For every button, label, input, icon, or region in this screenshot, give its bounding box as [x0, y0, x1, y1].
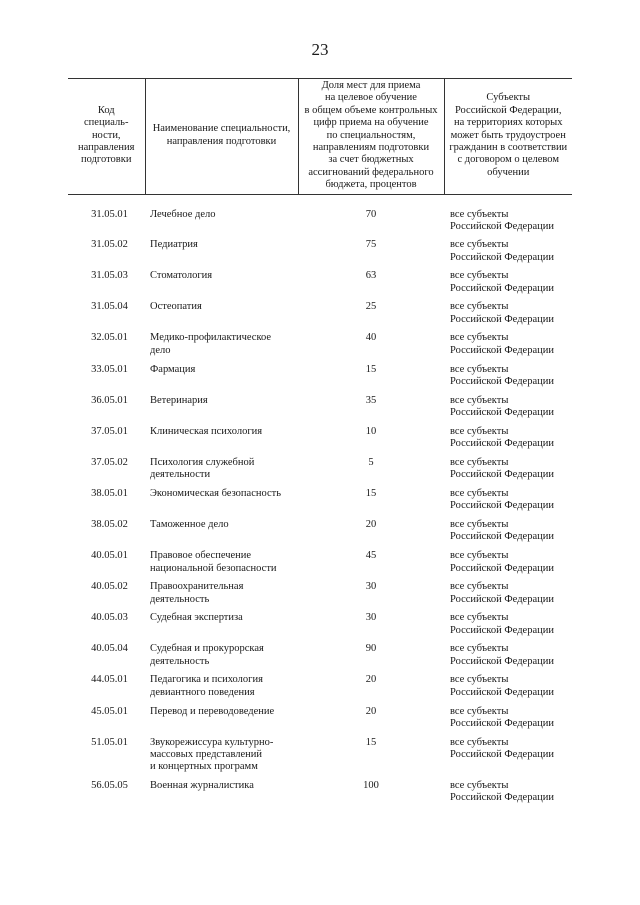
subjects-line: все субъекты: [450, 394, 509, 406]
quota-share-value: 5: [368, 456, 374, 468]
header-line: ассигнований федерального: [308, 166, 434, 178]
specialty-code-cell: [68, 270, 145, 301]
subjects-line: Российской Федерации: [450, 469, 554, 481]
header-line: ности,: [91, 129, 121, 141]
specialty-code-cell: [68, 550, 145, 581]
header-line: в общем объеме контрольных: [304, 104, 438, 116]
table-body: [68, 194, 572, 811]
quota-share-cell: [298, 301, 444, 332]
subjects-line: все субъекты: [450, 239, 509, 251]
table-row: [68, 301, 572, 332]
subjects-line: Российской Федерации: [450, 438, 554, 450]
specialty-code-cell: [68, 643, 145, 674]
specialty-code-cell: [68, 519, 145, 550]
quota-share-cell: [298, 364, 444, 395]
quota-share-value: 15: [365, 363, 377, 375]
subjects-line: все субъекты: [450, 270, 509, 282]
specialty-code-cell: [68, 674, 145, 705]
quota-share-value: 35: [365, 394, 377, 406]
subjects-line: Российской Федерации: [450, 375, 554, 387]
quota-share-cell: [298, 488, 444, 519]
quota-share-value: 100: [363, 779, 379, 791]
quota-share-cell: [298, 239, 444, 270]
table-row: [68, 612, 572, 643]
table-row: [68, 239, 572, 270]
table-row: [68, 780, 572, 811]
header-line: Субъекты: [486, 92, 531, 104]
table-row: [68, 581, 572, 612]
header-line: за счет бюджетных: [328, 154, 414, 166]
specialty-code: 45.05.01: [91, 705, 128, 717]
subjects-line: Российской Федерации: [450, 686, 554, 698]
specialty-name-cell: [145, 194, 298, 239]
specialty-name-cell: [145, 519, 298, 550]
header-line: направления: [78, 142, 135, 154]
header-line: по специальностям,: [326, 129, 416, 141]
specialty-code-cell: [68, 581, 145, 612]
quota-share-value: 20: [365, 705, 377, 717]
specialty-name-line: Педагогика и психология: [150, 674, 263, 686]
quota-share-cell: [298, 674, 444, 705]
specialty-name-cell: [145, 706, 298, 737]
quota-share-value: 75: [365, 239, 377, 251]
subjects-line: все субъекты: [450, 643, 509, 655]
subjects-line: все субъекты: [450, 487, 509, 499]
quota-share-value: 40: [365, 332, 377, 344]
subjects-line: все субъекты: [450, 456, 509, 468]
specialty-code: 51.05.01: [91, 736, 128, 748]
specialty-name-line: деятельность: [150, 593, 210, 605]
specialty-name-cell: [145, 426, 298, 457]
specialty-code: 31.05.02: [91, 239, 128, 251]
specialty-code: 40.05.01: [91, 550, 128, 562]
subjects-line: Российской Федерации: [450, 655, 554, 667]
header-share: [298, 79, 444, 195]
specialty-code-cell: [68, 457, 145, 488]
table-row: [68, 270, 572, 301]
subjects-cell: [444, 612, 572, 643]
quota-share-cell: [298, 395, 444, 426]
quota-share-value: 15: [365, 487, 377, 499]
quota-table: [68, 78, 572, 811]
header-line: направлениям подготовки: [312, 142, 430, 154]
specialty-name-cell: [145, 674, 298, 705]
specialty-code-cell: [68, 780, 145, 811]
quota-share-cell: [298, 643, 444, 674]
specialty-name-line: Психология служебной: [150, 456, 255, 468]
quota-table-container: [68, 78, 572, 811]
table-row: [68, 519, 572, 550]
quota-share-value: 45: [365, 550, 377, 562]
quota-share-cell: [298, 550, 444, 581]
table-row: [68, 194, 572, 239]
header-line: цифр приема на обучение: [313, 117, 429, 129]
subjects-line: Российской Федерации: [450, 221, 554, 233]
subjects-line: все субъекты: [450, 332, 509, 344]
specialty-name-line: Экономическая безопасность: [150, 487, 282, 499]
specialty-name-cell: [145, 780, 298, 811]
specialty-code: 56.05.05: [91, 779, 128, 791]
page-number: 23: [311, 40, 329, 59]
specialty-name-line: и концертных программ: [150, 761, 258, 773]
header-line: направления подготовки: [166, 135, 277, 147]
subjects-line: все субъекты: [450, 612, 509, 624]
header-line: гражданин в соответствии: [449, 142, 568, 154]
subjects-cell: [444, 674, 572, 705]
specialty-code-cell: [68, 239, 145, 270]
quota-share-value: 30: [365, 581, 377, 593]
subjects-cell: [444, 581, 572, 612]
specialty-name-cell: [145, 581, 298, 612]
quota-share-cell: [298, 706, 444, 737]
quota-share-value: 10: [365, 425, 377, 437]
specialty-name-cell: [145, 612, 298, 643]
subjects-line: Российской Федерации: [450, 282, 554, 294]
header-line: подготовки: [81, 154, 132, 166]
subjects-cell: [444, 426, 572, 457]
header-line: специаль-: [84, 117, 129, 129]
subjects-line: Российской Федерации: [450, 313, 554, 325]
table-row: [68, 364, 572, 395]
quota-share-value: 70: [365, 208, 377, 220]
quota-share-value: 20: [365, 674, 377, 686]
table-row: [68, 488, 572, 519]
specialty-code: 38.05.02: [91, 519, 128, 530]
specialty-name-line: Педиатрия: [150, 239, 198, 251]
subjects-line: Российской Федерации: [450, 500, 554, 512]
specialty-name-cell: [145, 457, 298, 488]
header-name: [145, 79, 298, 195]
specialty-name-cell: [145, 737, 298, 780]
subjects-cell: [444, 332, 572, 363]
header-line: Наименование специальности,: [152, 123, 291, 135]
specialty-name-line: Фармация: [150, 363, 196, 375]
specialty-name-line: Судебная и прокурорская: [150, 643, 264, 655]
table-row: [68, 332, 572, 363]
specialty-name-line: девиантного поведения: [150, 686, 255, 698]
quota-share-value: 25: [365, 301, 377, 313]
subjects-cell: [444, 550, 572, 581]
quota-share-cell: [298, 332, 444, 363]
quota-share-cell: [298, 270, 444, 301]
specialty-code: 38.05.01: [91, 487, 128, 499]
subjects-cell: [444, 780, 572, 811]
specialty-code-cell: [68, 364, 145, 395]
subjects-line: Российской Федерации: [450, 562, 554, 574]
subjects-cell: [444, 301, 572, 332]
specialty-code: 40.05.03: [91, 612, 128, 624]
specialty-name-line: Правоохранительная: [150, 581, 244, 593]
header-line: Российской Федерации,: [454, 104, 562, 116]
header-line: Доля мест для приема: [321, 80, 421, 91]
subjects-cell: [444, 364, 572, 395]
specialty-code-cell: [68, 426, 145, 457]
specialty-code: 36.05.01: [91, 394, 128, 406]
header-line: может быть трудоустроен: [450, 129, 566, 141]
header-line: на целевое обучение: [325, 92, 417, 104]
header-line: обучении: [487, 166, 530, 178]
header-row: [68, 79, 572, 195]
specialty-name-line: Военная журналистика: [150, 779, 254, 791]
specialty-name-cell: [145, 270, 298, 301]
subjects-cell: [444, 194, 572, 239]
quota-share-value: 20: [365, 519, 377, 530]
quota-share-cell: [298, 737, 444, 780]
quota-share-cell: [298, 581, 444, 612]
specialty-name-line: национальной безопасности: [150, 562, 277, 574]
table-row: [68, 395, 572, 426]
subjects-cell: [444, 239, 572, 270]
specialty-name-line: Медико-профилактическое: [150, 332, 272, 344]
specialty-code: 44.05.01: [91, 674, 128, 686]
subjects-line: Российской Федерации: [450, 792, 554, 804]
quota-share-cell: [298, 457, 444, 488]
specialty-code-cell: [68, 737, 145, 780]
specialty-code-cell: [68, 395, 145, 426]
table-row: [68, 706, 572, 737]
subjects-line: все субъекты: [450, 425, 509, 437]
specialty-name-line: дело: [150, 344, 171, 356]
subjects-line: все субъекты: [450, 301, 509, 313]
subjects-cell: [444, 395, 572, 426]
specialty-code: 31.05.01: [91, 208, 128, 220]
subjects-line: все субъекты: [450, 581, 509, 593]
subjects-line: Российской Федерации: [450, 407, 554, 419]
subjects-cell: [444, 706, 572, 737]
header-subjects: [444, 79, 572, 195]
specialty-name-cell: [145, 364, 298, 395]
subjects-cell: [444, 519, 572, 550]
specialty-code: 32.05.01: [91, 332, 128, 344]
subjects-line: Российской Федерации: [450, 749, 554, 761]
subjects-line: Российской Федерации: [450, 251, 554, 263]
header-code: [68, 79, 145, 195]
table-row: [68, 426, 572, 457]
subjects-line: Российской Федерации: [450, 593, 554, 605]
table-row: [68, 457, 572, 488]
subjects-line: Российской Федерации: [450, 344, 554, 356]
specialty-code-cell: [68, 332, 145, 363]
specialty-name-cell: [145, 301, 298, 332]
header-line: с договором о целевом: [457, 154, 559, 166]
quota-share-value: 63: [365, 270, 377, 282]
quota-share-value: 15: [365, 736, 377, 748]
subjects-line: все субъекты: [450, 519, 509, 530]
header-line: бюджета, процентов: [325, 179, 417, 191]
specialty-name-line: Лечебное дело: [150, 208, 216, 220]
specialty-name-cell: [145, 488, 298, 519]
quota-share-cell: [298, 519, 444, 550]
specialty-name-line: деятельности: [150, 469, 211, 481]
specialty-name-line: Правовое обеспечение: [150, 550, 252, 562]
specialty-name-line: Перевод и переводоведение: [150, 705, 275, 717]
specialty-code-cell: [68, 194, 145, 239]
subjects-cell: [444, 457, 572, 488]
subjects-line: Российской Федерации: [450, 624, 554, 636]
specialty-code: 40.05.02: [91, 581, 128, 593]
specialty-code: 33.05.01: [91, 363, 128, 375]
specialty-name-line: Ветеринария: [150, 394, 208, 406]
subjects-line: все субъекты: [450, 736, 509, 748]
subjects-line: все субъекты: [450, 779, 509, 791]
specialty-name-line: Судебная экспертиза: [150, 612, 243, 624]
quota-share-value: 90: [365, 643, 377, 655]
specialty-name-cell: [145, 643, 298, 674]
quota-share-cell: [298, 194, 444, 239]
specialty-code-cell: [68, 301, 145, 332]
subjects-line: все субъекты: [450, 208, 509, 220]
subjects-cell: [444, 737, 572, 780]
specialty-code: 37.05.01: [91, 425, 128, 437]
specialty-name-cell: [145, 332, 298, 363]
specialty-code: 40.05.04: [91, 643, 128, 655]
table-row: [68, 643, 572, 674]
subjects-line: все субъекты: [450, 705, 509, 717]
specialty-code-cell: [68, 488, 145, 519]
specialty-name-line: массовых представлений: [150, 749, 263, 761]
quota-share-cell: [298, 780, 444, 811]
table-row: [68, 674, 572, 705]
subjects-cell: [444, 488, 572, 519]
specialty-code-cell: [68, 706, 145, 737]
subjects-line: все субъекты: [450, 363, 509, 375]
header-line: Код: [97, 104, 115, 116]
table-row: [68, 550, 572, 581]
specialty-name-cell: [145, 550, 298, 581]
subjects-line: все субъекты: [450, 674, 509, 686]
subjects-line: Российской Федерации: [450, 717, 554, 729]
table-header: [68, 79, 572, 195]
specialty-name-line: Таможенное дело: [150, 519, 229, 530]
subjects-cell: [444, 270, 572, 301]
specialty-name-line: Звукорежиссура культурно-: [150, 736, 274, 748]
quota-share-cell: [298, 612, 444, 643]
subjects-line: все субъекты: [450, 550, 509, 562]
subjects-cell: [444, 643, 572, 674]
specialty-name-cell: [145, 395, 298, 426]
specialty-code-cell: [68, 612, 145, 643]
specialty-code: 31.05.04: [91, 301, 128, 313]
specialty-code: 31.05.03: [91, 270, 128, 282]
specialty-name-cell: [145, 239, 298, 270]
specialty-code: 37.05.02: [91, 456, 128, 468]
quota-share-value: 30: [365, 612, 377, 624]
specialty-name-line: Остеопатия: [150, 301, 202, 313]
subjects-line: Российской Федерации: [450, 531, 554, 543]
specialty-name-line: деятельность: [150, 655, 210, 667]
quota-share-cell: [298, 426, 444, 457]
specialty-name-line: Стоматология: [150, 270, 213, 282]
header-line: на территориях которых: [454, 117, 563, 129]
specialty-name-line: Клиническая психология: [150, 425, 263, 437]
table-row: [68, 737, 572, 780]
